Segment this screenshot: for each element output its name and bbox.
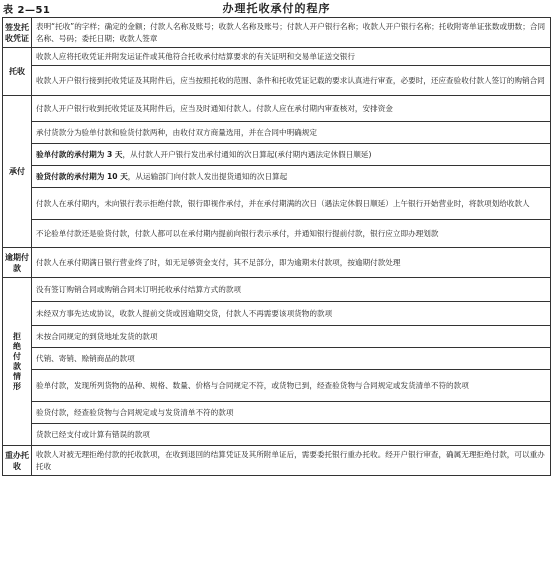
content-cell: 不论验单付款还是验货付款，付款人都可以在承付期内提前向银行表示承付，并通知银行提前付款，银行应立即办理划款 — [32, 220, 551, 248]
content-cell: 收款人对被无理拒绝付款的托收款项，在收到退回的结算凭证及其所附单证后，需要委托银行重办托收。经开户银行审查，确属无理拒绝付款，可以重办托收 — [32, 446, 551, 476]
table-number: 表 2—51 — [3, 5, 51, 16]
table-row — [3, 424, 551, 446]
category-cell: 托收 — [3, 48, 32, 96]
content-cell: 代销、寄销、赊销商品的款项 — [32, 348, 551, 370]
table-row — [3, 122, 551, 144]
table-header — [0, 0, 553, 16]
table-title: 办理托收承付的程序 — [222, 2, 331, 15]
table-row — [3, 402, 551, 424]
content-cell: 付款人在承付期内，未向银行表示拒绝付款，银行即视作承付，并在承付期满的次日（遇法定休假日顺延）上午银行开始营业时，将款项划给收款人 — [32, 188, 551, 220]
table-row — [3, 96, 551, 122]
content-cell: 验货付款，经查验货物与合同规定或与发货清单不符的款项 — [32, 402, 551, 424]
content-cell: 货款已经支付或计算有错误的款项 — [32, 424, 551, 446]
content-cell: 未经双方事先达成协议，收款人提前交货或因逾期交货，付款人不再需要该项货物的款项 — [32, 302, 551, 326]
table-row — [3, 18, 551, 48]
category-cell: 承付 — [3, 96, 32, 248]
table-row — [3, 66, 551, 96]
table-row — [3, 220, 551, 248]
table-row — [3, 302, 551, 326]
content-cell: 付款人开户银行收到托收凭证及其附件后，应当及时通知付款人。付款人应在承付期内审查核对，安排资金 — [32, 96, 551, 122]
content-cell: 验货付款的承付期为 10 天，从运输部门向付款人发出提货通知的次日算起 — [32, 166, 551, 188]
table-row — [3, 48, 551, 66]
table-row — [3, 370, 551, 402]
procedure-table — [2, 17, 551, 476]
content-cell: 收款人开户银行接到托收凭证及其附件后，应当按照托收的范围、条件和托收凭证记载的要求认真进行审查，必要时，还应查验收付款人签订的购销合同 — [32, 66, 551, 96]
content-cell: 验单付款，发现所列货物的品种、规格、数量、价格与合同规定不符，或货物已到，经查验货物与合同规定或发货清单不符的款项 — [32, 370, 551, 402]
category-cell: 逾期付款 — [3, 248, 32, 278]
highlight-text: 验货付款的承付期为 10 天 — [36, 171, 128, 181]
table-row — [3, 446, 551, 476]
table-row — [3, 188, 551, 220]
table-row — [3, 166, 551, 188]
content-cell: 收款人应将托收凭证并附发运证件或其他符合托收承付结算要求的有关证明和交易单证送交银行 — [32, 48, 551, 66]
category-cell: 拒绝付款情形 — [3, 278, 32, 446]
content-cell: 付款人在承付期满日银行营业终了时，如无足够资金支付，其不足部分，即为逾期未付款项，按逾期付款处理 — [32, 248, 551, 278]
content-cell: 验单付款的承付期为 3 天，从付款人开户银行发出承付通知的次日算起(承付期内遇法定休假日顺延) — [32, 144, 551, 166]
content-cell: 表明“托收”的字样；确定的金额；付款人名称及账号；收款人名称及账号；付款人开户银行名称；收款人开户银行名称；托收附寄单证张数或册数；合同名称、号码；委托日期；收款人签章 — [32, 18, 551, 48]
content-cell: 承付货款分为验单付款和验货付款两种，由收付双方商量选用，并在合同中明确规定 — [32, 122, 551, 144]
table-row — [3, 278, 551, 302]
table-row — [3, 248, 551, 278]
content-cell: 未按合同规定的到货地址发货的款项 — [32, 326, 551, 348]
table-row — [3, 144, 551, 166]
content-cell: 没有签订购销合同或购销合同未订明托收承付结算方式的款项 — [32, 278, 551, 302]
category-cell: 重办托收 — [3, 446, 32, 476]
table-row — [3, 326, 551, 348]
highlight-text: 验单付款的承付期为 3 天 — [36, 149, 123, 159]
table-row — [3, 348, 551, 370]
category-cell: 签发托收凭证 — [3, 18, 32, 48]
